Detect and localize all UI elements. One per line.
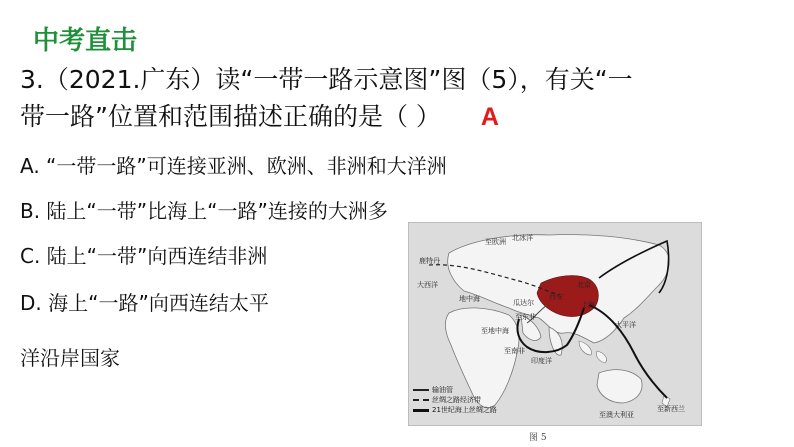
question-line-2 <box>20 97 499 133</box>
label-to-australia: 至澳大利亚 <box>599 411 634 419</box>
label-xian: 西安 <box>549 293 563 301</box>
figure-caption: 图 5 <box>529 433 547 443</box>
map-legend <box>413 385 497 415</box>
legend-belt <box>413 395 497 405</box>
label-to-mediterranean: 至地中海 <box>481 327 509 335</box>
label-arctic: 北冰洋 <box>512 234 533 242</box>
option-b[interactable]: B. 陆上“一带”比海上“一路”连接的大洲多 <box>20 199 388 223</box>
option-c[interactable]: C. 陆上“一带”向西连结非洲 <box>20 244 268 268</box>
section-title: 中考直击 <box>33 26 138 56</box>
label-mediterranean: 地中海 <box>459 295 480 303</box>
legend-pipeline-swatch <box>413 389 429 391</box>
legend-pipeline <box>413 385 497 395</box>
label-gwadar: 瓜达尔 <box>513 299 534 307</box>
label-to-europe: 至欧洲 <box>485 238 506 246</box>
question-line-1 <box>20 60 633 96</box>
option-d[interactable]: D. 海上“一路”向西连结太平 <box>20 291 269 315</box>
answer-mark: A <box>480 103 499 131</box>
question-text-1: 3.（2021.广东）读“一带一路示意图”图（5），有关“一 <box>20 65 633 94</box>
label-shanghai: 上海 <box>581 301 595 309</box>
legend-maritime-swatch <box>413 409 429 412</box>
label-rotterdam: 鹿特丹 <box>419 257 440 265</box>
option-d-continued: 洋沿岸国家 <box>20 346 120 370</box>
label-beijing: 北京 <box>577 281 591 289</box>
label-pacific: 太平洋 <box>615 321 636 329</box>
label-atlantic: 大西洋 <box>417 281 438 289</box>
label-to-south-africa: 至南非 <box>504 347 525 355</box>
option-a[interactable]: A. “一带一路”可连接亚洲、欧洲、非洲和大洋洲 <box>20 154 447 178</box>
legend-belt-swatch <box>413 399 429 401</box>
question-text-2: 带一路”位置和范围描述正确的是（ ） <box>20 102 441 131</box>
legend-maritime <box>413 405 497 415</box>
legend-pipeline-label: 输油管 <box>432 386 453 394</box>
label-indian-ocean: 印度洋 <box>531 357 552 365</box>
legend-maritime-label: 21世纪海上丝绸之路 <box>432 406 497 414</box>
label-to-new-zealand: 至新西兰 <box>657 405 685 413</box>
label-to-east-africa: 至东非 <box>515 313 536 321</box>
legend-belt-label: 丝绸之路经济带 <box>432 396 481 404</box>
